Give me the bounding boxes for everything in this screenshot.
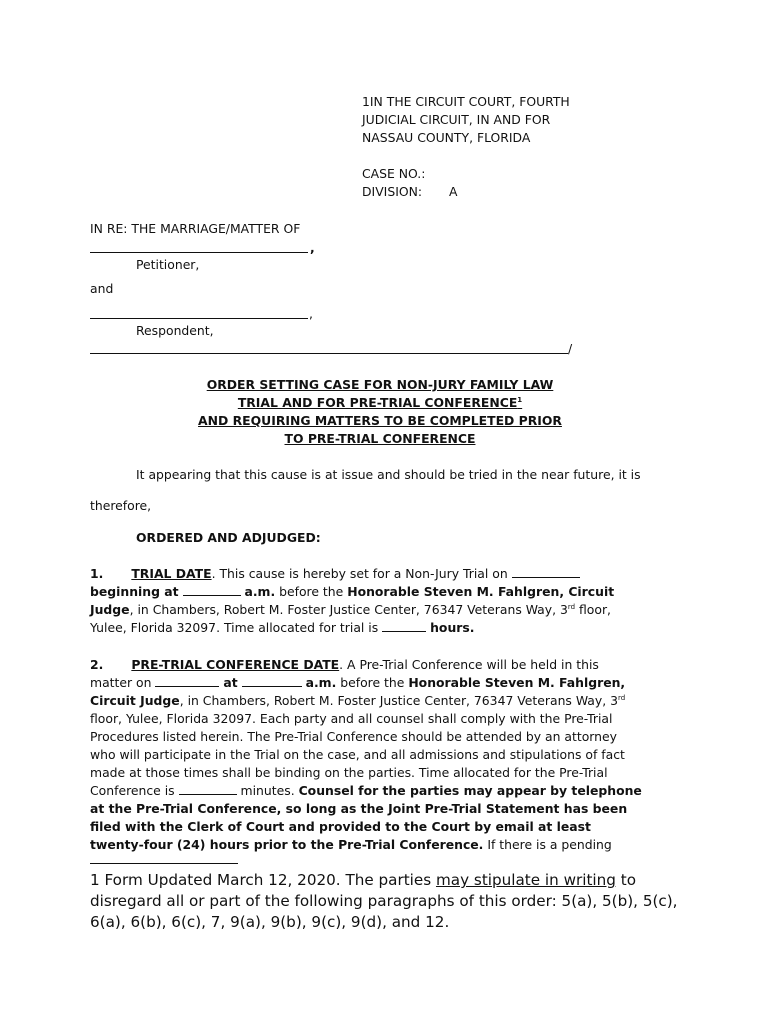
footnote-ref: 1 bbox=[517, 395, 523, 404]
para2-line-5: Procedures listed herein. The Pre-Trial Conference should be attended by an attorney bbox=[90, 729, 617, 744]
intro-line-2: therefore, bbox=[90, 498, 152, 513]
caption-end-line bbox=[90, 353, 568, 354]
case-no-label: CASE NO.: bbox=[362, 166, 426, 181]
para2-line-8: Conference is minutes. Counsel for the parties may appear by telephone bbox=[90, 783, 642, 798]
footnote-separator bbox=[90, 863, 238, 864]
division-label: DIVISION: bbox=[362, 184, 423, 199]
para1-number: 1. bbox=[90, 566, 104, 581]
para2-line-10: filed with the Clerk of Court and provided to the Court by email at least bbox=[90, 819, 591, 834]
para1-line-1: 1. TRIAL DATE. This cause is hereby set for a Non-Jury Trial on bbox=[90, 565, 580, 583]
court-line-1: IN THE CIRCUIT COURT, FOURTH bbox=[369, 94, 570, 109]
para1-line-4: Yulee, Florida 32097. Time allocated for trial is hours. bbox=[90, 620, 475, 635]
para2-line-4: floor, Yulee, Florida 32097. Each party and all counsel shall comply with the Pre-Trial bbox=[90, 711, 613, 726]
order-title-line-2: TRIAL AND FOR PRE-TRIAL CONFERENCE$^1$ bbox=[237, 395, 523, 410]
intro-line-1: It appearing that this cause is at issue and should be tried in the near future, it is bbox=[136, 467, 641, 482]
para2-line-11: twenty-four (24) hours prior to the Pre-Trial Conference. If there is a pending bbox=[90, 837, 612, 852]
court-caption bbox=[362, 93, 570, 201]
footnote-text: 1 Form Updated March 12, 2020. The parties may stipulate in writing to disregard all or part of the following paragraphs of this order: 5(a), 5(b), 5(c), 6(a), 6(b), 6(c), 7, 9(a), 9(b), 9(c), 9(d), and 12. bbox=[90, 871, 678, 931]
para1-heading: TRIAL DATE bbox=[131, 566, 212, 581]
in-re-line: IN RE: THE MARRIAGE/MATTER OF bbox=[90, 221, 301, 236]
and-label: and bbox=[90, 281, 114, 296]
petitioner-name-line bbox=[90, 252, 308, 253]
respondent-comma: , bbox=[309, 306, 313, 321]
para2-line-2: matter on at a.m. before the Honorable Steven M. Fahlgren, bbox=[90, 675, 626, 690]
court-line-2: JUDICIAL CIRCUIT, IN AND FOR bbox=[362, 112, 551, 127]
trial-hours-blank bbox=[382, 620, 426, 632]
para2-line-6: who will participate in the Trial on the case, and all admissions and stipulations of fact bbox=[90, 747, 625, 762]
order-title-line-4: TO PRE-TRIAL CONFERENCE bbox=[284, 431, 476, 446]
order-title-line-3: AND REQUIRING MATTERS TO BE COMPLETED PRIOR bbox=[198, 413, 562, 428]
para2-heading: PRE-TRIAL CONFERENCE DATE bbox=[131, 657, 340, 672]
court-number-prefix: 1 bbox=[362, 94, 370, 109]
court-line-3: NASSAU COUNTY, FLORIDA bbox=[362, 130, 531, 145]
respondent-label: Respondent, bbox=[136, 323, 214, 338]
para1-line-2: beginning at a.m. before the Honorable Steven M. Fahlgren, Circuit bbox=[90, 584, 615, 599]
petitioner-label: Petitioner, bbox=[136, 257, 200, 272]
para2-line-3: Circuit Judge, in Chambers, Robert M. Foster Justice Center, 76347 Veterans Way, 3rd bbox=[90, 693, 626, 708]
division-value: A bbox=[449, 184, 458, 199]
para2-line-9: at the Pre-Trial Conference, so long as the Joint Pre-Trial Statement has been bbox=[90, 801, 628, 816]
para1-line-3: Judge, in Chambers, Robert M. Foster Justice Center, 76347 Veterans Way, 3rd floor, bbox=[90, 602, 612, 617]
para2-line-1: 2. PRE-TRIAL CONFERENCE DATE. A Pre-Trial Conference will be held in this bbox=[90, 657, 599, 672]
pretrial-minutes-blank bbox=[179, 783, 237, 795]
ordered-adjudged: ORDERED AND ADJUDGED: bbox=[136, 530, 321, 545]
order-title-line-1: ORDER SETTING CASE FOR NON-JURY FAMILY LAW bbox=[206, 377, 554, 392]
trial-date-blank bbox=[512, 566, 580, 578]
respondent-name-line bbox=[90, 318, 308, 319]
trial-time-blank bbox=[183, 584, 241, 596]
petitioner-comma: , bbox=[310, 240, 315, 255]
para2-number: 2. bbox=[90, 657, 104, 672]
para2-line-7: made at those times shall be binding on the parties. Time allocated for the Pre-Trial bbox=[90, 765, 608, 780]
pretrial-time-blank bbox=[242, 675, 302, 687]
caption-slash: / bbox=[568, 341, 573, 356]
pretrial-date-blank bbox=[155, 675, 219, 687]
